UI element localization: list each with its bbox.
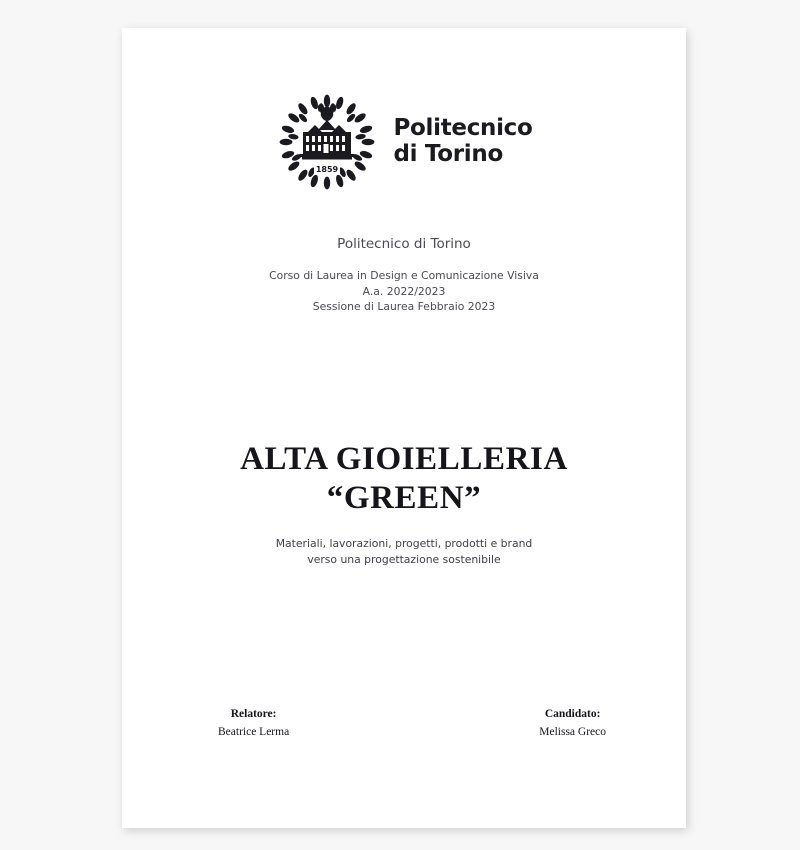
logo-line-2: di Torino	[393, 141, 503, 167]
course-degree: Corso di Laurea in Design e Comunicazione Visiva	[269, 269, 539, 282]
thesis-subtitle	[122, 536, 686, 568]
university-name: Politecnico di Torino	[337, 236, 471, 252]
candidate-role-label: Candidato:	[544, 708, 601, 720]
logo-line-1: Politecnico	[393, 115, 533, 142]
candidate-block	[539, 708, 606, 738]
thesis-cover-page	[122, 28, 686, 828]
title-line-2: “GREEN”	[326, 479, 482, 516]
advisor-block	[218, 708, 289, 738]
course-graduation-session: Sessione di Laurea Febbraio 2023	[312, 300, 496, 314]
university-logo-text	[393, 116, 532, 168]
advisor-role-label: Relatore:	[230, 708, 277, 720]
credits	[184, 708, 624, 738]
course-info	[122, 268, 686, 315]
subtitle-line-2: verso una progettazione sostenibile	[307, 553, 501, 567]
thesis-title	[122, 440, 686, 518]
crest-year: 1859	[316, 165, 339, 174]
course-academic-year: A.a. 2022/2023	[362, 284, 446, 298]
university-logo	[122, 90, 686, 194]
subtitle-line-1: Materiali, lavorazioni, progetti, prodotti e brand	[275, 537, 533, 550]
advisor-name: Beatrice Lerma	[218, 726, 290, 738]
title-line-1: ALTA GIOIELLERIA	[240, 441, 568, 477]
politecnico-crest-icon	[275, 90, 379, 194]
candidate-name: Melissa Greco	[539, 726, 606, 738]
